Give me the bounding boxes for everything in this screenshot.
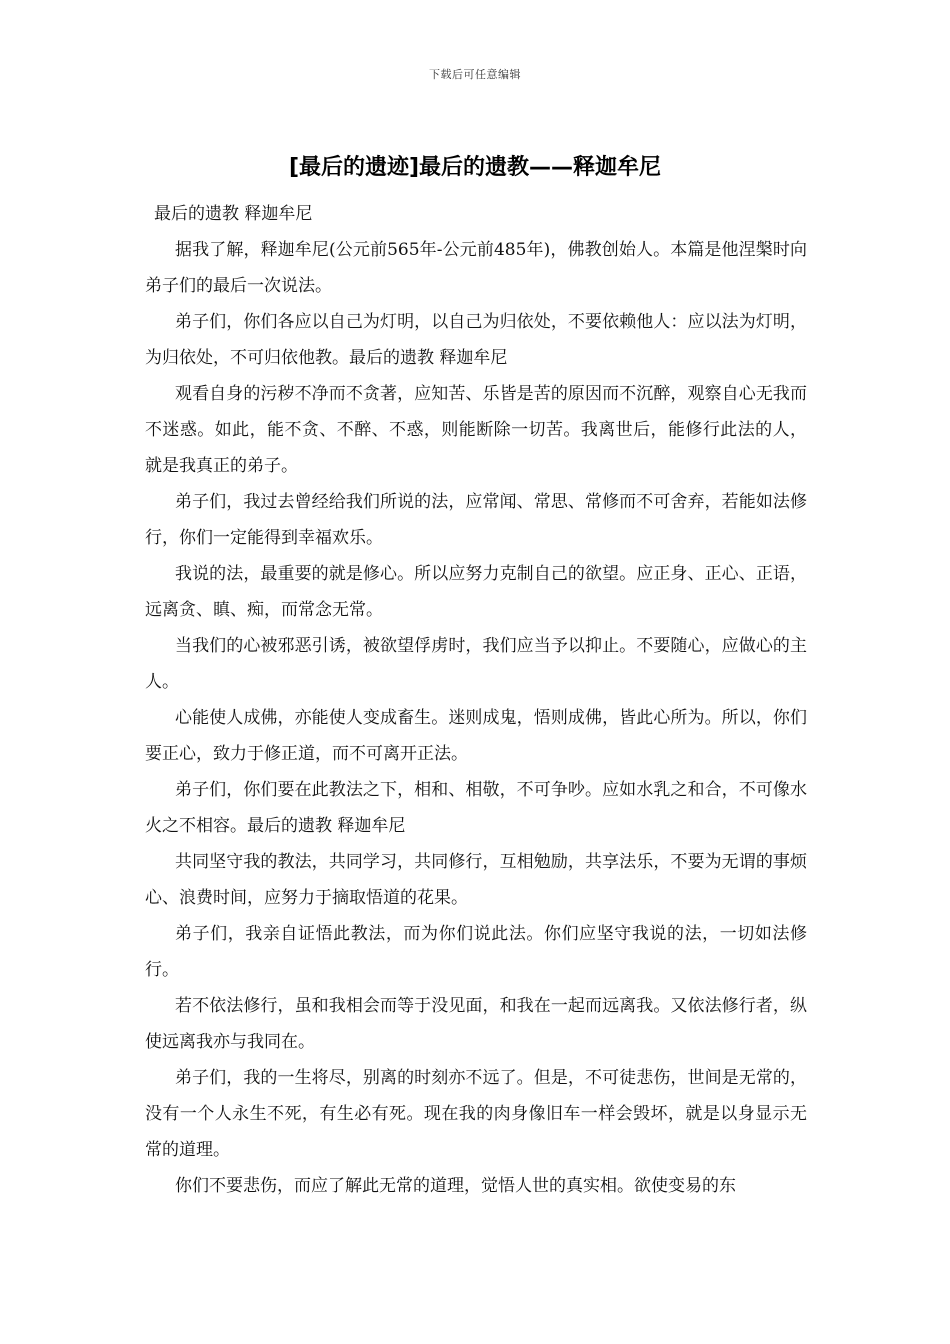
paragraph: 观看自身的污秽不净而不贪著，应知苦、乐皆是苦的原因而不沉醉，观察自心无我而不迷惑。如此，能不贪、不醉、不惑，则能断除一切苦。我离世后，能修行此法的人，就是我真正的弟子。 — [145, 384, 807, 476]
paragraph: 若不依法修行，虽和我相会而等于没见面，和我在一起而远离我。又依法修行者，纵使远离我亦与我同在。 — [145, 996, 807, 1052]
paragraph: 弟子们，你们要在此教法之下，相和、相敬，不可争吵。应如水乳之和合，不可像水火之不相容。最后的遗教 释迦牟尼 — [145, 780, 807, 836]
paragraph: 弟子们，我过去曾经给我们所说的法，应常闻、常思、常修而不可舍弃，若能如法修行，你们一定能得到幸福欢乐。 — [145, 492, 807, 548]
paragraph: 你们不要悲伤，而应了解此无常的道理，觉悟人世的真实相。欲使变易的东 — [175, 1176, 736, 1196]
paragraph: 据我了解，释迦牟尼(公元前565年-公元前485年)，佛教创始人。本篇是他涅槃时向弟子们的最后一次说法。 — [145, 240, 807, 296]
paragraph: 当我们的心被邪恶引诱，被欲望俘虏时，我们应当予以抑止。不要随心，应做心的主人。 — [145, 636, 807, 692]
paragraph: 弟子们，我亲自证悟此教法，而为你们说此法。你们应坚守我说的法，一切如法修行。 — [145, 924, 807, 980]
paragraph: 弟子们，你们各应以自己为灯明，以自己为归依处，不要依赖他人：应以法为灯明，为归依处，不可归依他教。最后的遗教 释迦牟尼 — [145, 312, 807, 368]
document-subtitle: 最后的遗教 释迦牟尼 — [154, 204, 313, 224]
paragraph: 共同坚守我的教法，共同学习，共同修行，互相勉励，共享法乐，不要为无谓的事烦心、浪费时间，应努力于摘取悟道的花果。 — [145, 852, 807, 908]
paragraph: 我说的法，最重要的就是修心。所以应努力克制自己的欲望。应正身、正心、正语，远离贪、瞋、痴，而常念无常。 — [145, 564, 807, 620]
document-body — [145, 196, 807, 1204]
paragraph: 弟子们，我的一生将尽，别离的时刻亦不远了。但是，不可徒悲伤，世间是无常的，没有一个人永生不死，有生必有死。现在我的肉身像旧车一样会毁坏，就是以身显示无常的道理。 — [145, 1068, 807, 1160]
document-title: [最后的遗迹]最后的遗教——释迦牟尼 — [288, 155, 662, 180]
page-header-note: 下载后可任意编辑 — [429, 68, 521, 81]
paragraph: 心能使人成佛，亦能使人变成畜生。迷则成鬼，悟则成佛，皆此心所为。所以，你们要正心，致力于修正道，而不可离开正法。 — [145, 708, 807, 764]
